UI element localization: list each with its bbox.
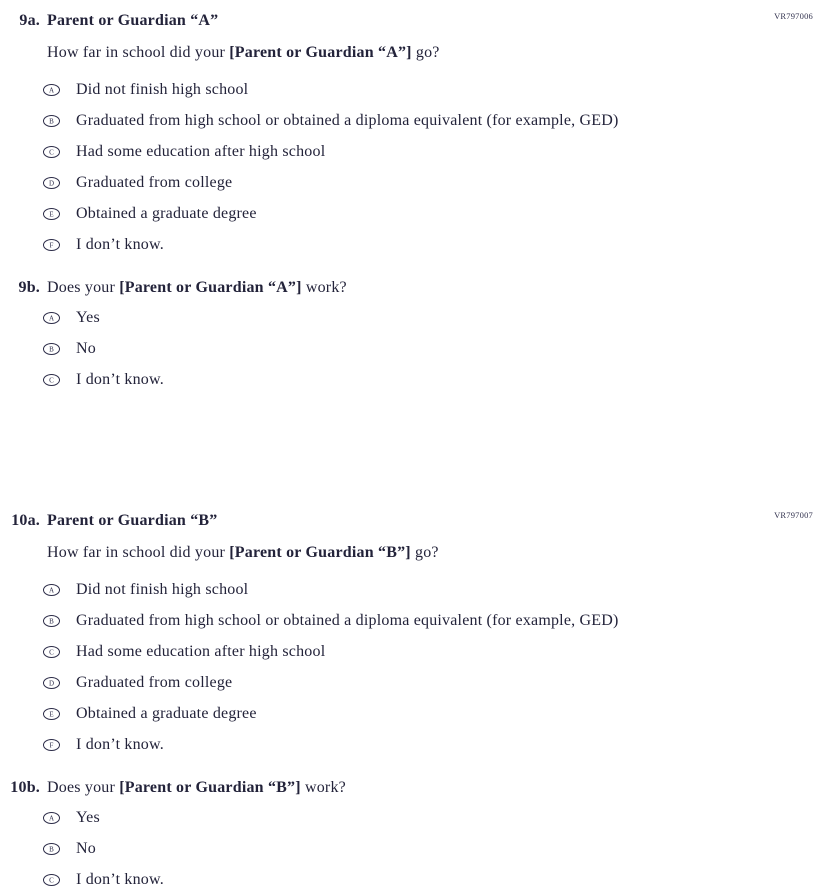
answer-options-list — [47, 807, 825, 889]
question-number-label: 9b. — [18, 279, 40, 296]
answer-options-list — [47, 579, 825, 756]
prompt-text: work? — [300, 779, 346, 796]
prompt-bold-text: [Parent or Guardian “B”] — [229, 544, 411, 561]
bubble-letter: A — [48, 314, 55, 322]
answer-bubble-icon[interactable] — [43, 708, 60, 720]
question-9b-section — [0, 277, 825, 400]
answer-option-label: I don’t know. — [76, 871, 164, 888]
question-prompt — [47, 777, 825, 799]
answer-bubble-icon[interactable] — [43, 312, 60, 324]
prompt-text: work? — [301, 279, 347, 296]
answer-option[interactable] — [47, 807, 825, 829]
answer-option-label: Had some education after high school — [76, 143, 326, 160]
answer-option[interactable] — [47, 579, 825, 601]
answer-options-list — [47, 307, 825, 391]
bubble-letter: E — [49, 710, 54, 718]
question-title: Parent or Guardian “A” — [47, 12, 219, 29]
answer-bubble-icon[interactable] — [43, 584, 60, 596]
answer-bubble-icon[interactable] — [43, 84, 60, 96]
answer-option-label: Obtained a graduate degree — [76, 205, 257, 222]
question-number-label: 10a. — [11, 512, 40, 529]
answer-option[interactable] — [47, 172, 825, 194]
answer-bubble-icon[interactable] — [43, 615, 60, 627]
answer-option[interactable] — [47, 734, 825, 756]
prompt-bold-text: [Parent or Guardian “B”] — [119, 779, 301, 796]
answer-option[interactable] — [47, 838, 825, 860]
answer-option-label: Had some education after high school — [76, 643, 326, 660]
bubble-letter: B — [49, 845, 54, 853]
answer-bubble-icon[interactable] — [43, 343, 60, 355]
answer-option-label: Did not finish high school — [76, 581, 249, 598]
prompt-text: How far in school did your — [47, 544, 230, 561]
answer-option[interactable] — [47, 641, 825, 663]
bubble-letter: B — [49, 345, 54, 353]
prompt-text: Does your — [47, 279, 120, 296]
bubble-letter: F — [49, 241, 54, 249]
question-10a-section — [0, 510, 825, 765]
question-10b-section — [0, 777, 825, 889]
answer-option-label: Did not finish high school — [76, 81, 249, 98]
answer-option-label: I don’t know. — [76, 736, 164, 753]
bubble-letter: F — [49, 741, 54, 749]
answer-option[interactable] — [47, 234, 825, 256]
bubble-letter: C — [49, 376, 54, 384]
answer-option[interactable] — [47, 610, 825, 632]
answer-option-label: Yes — [76, 809, 100, 826]
answer-bubble-icon[interactable] — [43, 739, 60, 751]
prompt-bold-text: [Parent or Guardian “A”] — [229, 44, 412, 61]
answer-option[interactable] — [47, 307, 825, 329]
bubble-letter: B — [49, 117, 54, 125]
question-title: Parent or Guardian “B” — [47, 512, 218, 529]
answer-option[interactable] — [47, 672, 825, 694]
answer-bubble-icon[interactable] — [43, 677, 60, 689]
answer-bubble-icon[interactable] — [43, 812, 60, 824]
answer-option[interactable] — [47, 369, 825, 391]
answer-option-label: Obtained a graduate degree — [76, 705, 257, 722]
answer-option-label: No — [76, 840, 96, 857]
question-number-label: 9a. — [19, 12, 40, 29]
question-9a-section — [0, 10, 825, 265]
answer-option[interactable] — [47, 79, 825, 101]
answer-option[interactable] — [47, 203, 825, 225]
bubble-letter: C — [49, 648, 54, 656]
answer-bubble-icon[interactable] — [43, 177, 60, 189]
answer-option[interactable] — [47, 141, 825, 163]
bubble-letter: C — [49, 876, 54, 884]
question-prompt — [47, 542, 825, 564]
answer-bubble-icon[interactable] — [43, 146, 60, 158]
bubble-letter: A — [48, 814, 55, 822]
answer-option[interactable] — [47, 703, 825, 725]
answer-option-label: Yes — [76, 309, 100, 326]
answer-option[interactable] — [47, 338, 825, 360]
answer-option[interactable] — [47, 869, 825, 889]
answer-option-label: I don’t know. — [76, 371, 164, 388]
answer-bubble-icon[interactable] — [43, 374, 60, 386]
answer-option-label: Graduated from high school or obtained a diploma equivalent (for example, GED) — [76, 112, 619, 129]
prompt-bold-text: [Parent or Guardian “A”] — [119, 279, 302, 296]
bubble-letter: D — [48, 179, 55, 187]
form-code-q10: VR797007 — [774, 510, 813, 520]
answer-bubble-icon[interactable] — [43, 874, 60, 886]
bubble-letter: A — [48, 586, 55, 594]
answer-option-label: Graduated from college — [76, 674, 233, 691]
answer-option[interactable] — [47, 110, 825, 132]
answer-option-label: I don’t know. — [76, 236, 164, 253]
prompt-text: How far in school did your — [47, 44, 230, 61]
answer-bubble-icon[interactable] — [43, 843, 60, 855]
answer-bubble-icon[interactable] — [43, 115, 60, 127]
question-number-label: 10b. — [10, 779, 40, 796]
answer-option-label: Graduated from high school or obtained a diploma equivalent (for example, GED) — [76, 612, 619, 629]
bubble-letter: B — [49, 617, 54, 625]
prompt-text: go? — [410, 544, 439, 561]
prompt-text: go? — [411, 44, 440, 61]
question-prompt — [47, 42, 825, 64]
answer-bubble-icon[interactable] — [43, 646, 60, 658]
bubble-letter: D — [48, 679, 55, 687]
question-prompt — [47, 277, 825, 299]
form-code-q9: VR797006 — [774, 11, 813, 21]
bubble-letter: E — [49, 210, 54, 218]
bubble-letter: A — [48, 86, 55, 94]
answer-bubble-icon[interactable] — [43, 239, 60, 251]
answer-option-label: No — [76, 340, 96, 357]
bubble-letter: C — [49, 148, 54, 156]
answer-options-list — [47, 79, 825, 256]
answer-bubble-icon[interactable] — [43, 208, 60, 220]
answer-option-label: Graduated from college — [76, 174, 233, 191]
prompt-text: Does your — [47, 779, 120, 796]
